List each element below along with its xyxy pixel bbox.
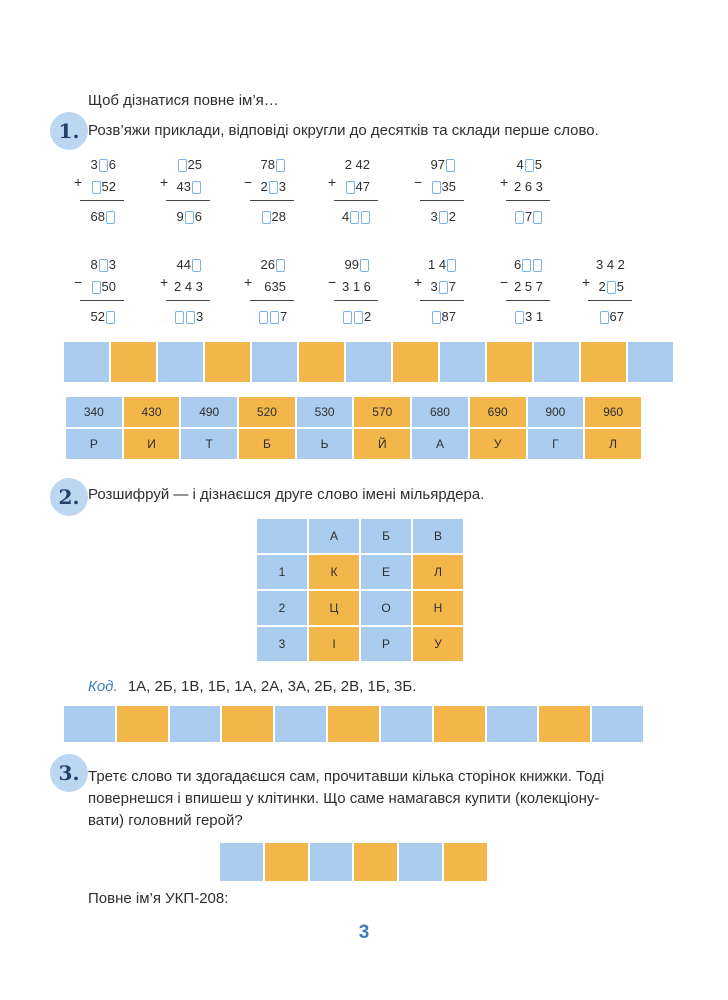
digit-box[interactable]	[92, 281, 101, 294]
decode-letter: О	[360, 590, 412, 626]
decode-header: Б	[360, 518, 412, 554]
sum-line	[250, 200, 294, 201]
answer-strip-3[interactable]	[220, 843, 487, 881]
answer-cell[interactable]	[628, 342, 673, 382]
digit-text: 5	[534, 157, 542, 172]
operand-row	[88, 256, 130, 274]
math-problem	[74, 156, 130, 228]
digit-text: 635	[264, 279, 286, 294]
digit-box[interactable]	[192, 259, 201, 272]
result-row	[428, 208, 470, 226]
digit-text: 1 4	[428, 257, 447, 272]
key-number: 490	[180, 396, 238, 428]
math-problem	[414, 256, 470, 328]
digit-box[interactable]	[525, 159, 534, 172]
sum-line	[80, 300, 124, 301]
operand-row	[88, 278, 130, 296]
sum-line	[250, 300, 294, 301]
digit-text: 52	[101, 179, 116, 194]
answer-strip-2[interactable]	[64, 706, 643, 742]
operator-sign: +	[414, 274, 423, 290]
digit-text: 68	[90, 209, 105, 224]
digit-box[interactable]	[270, 311, 279, 324]
digit-box[interactable]	[262, 211, 271, 224]
digit-text: 6	[514, 257, 522, 272]
digit-text: 8	[90, 257, 98, 272]
digit-box[interactable]	[439, 211, 448, 224]
decode-header: 2	[256, 590, 308, 626]
result-row	[258, 308, 300, 326]
digit-box[interactable]	[106, 211, 115, 224]
math-problem	[160, 256, 216, 328]
decode-header: 1	[256, 554, 308, 590]
answer-cell[interactable]	[310, 843, 355, 881]
digit-box[interactable]	[533, 211, 542, 224]
digit-box[interactable]	[361, 211, 370, 224]
digit-text: 3	[278, 179, 286, 194]
decode-letter: Н	[412, 590, 464, 626]
operator-sign: −	[328, 274, 337, 290]
digit-box[interactable]	[276, 259, 285, 272]
answer-cell[interactable]	[444, 843, 487, 881]
digit-text: 52	[90, 309, 105, 324]
result-row	[88, 208, 130, 226]
digit-box[interactable]	[354, 311, 363, 324]
digit-box[interactable]	[533, 259, 542, 272]
result-row	[258, 208, 300, 226]
task-3-text	[88, 766, 604, 832]
digit-text: 3	[430, 279, 438, 294]
digit-text: 7	[448, 279, 456, 294]
sum-line	[420, 200, 464, 201]
digit-box[interactable]	[515, 211, 524, 224]
math-problem	[160, 156, 216, 228]
digit-text: 2 42	[344, 157, 370, 172]
digit-box[interactable]	[607, 281, 616, 294]
operand-row	[88, 156, 130, 174]
math-problem	[244, 256, 300, 328]
answer-cell[interactable]	[399, 843, 444, 881]
digit-text: 25	[187, 157, 202, 172]
result-row	[88, 308, 130, 326]
digit-text: 2	[448, 209, 456, 224]
key-letter: Р	[65, 428, 123, 460]
operand-row	[342, 256, 384, 274]
operand-row	[428, 178, 470, 196]
digit-box[interactable]	[99, 259, 108, 272]
decode-letter: І	[308, 626, 360, 662]
code-label: Код.	[88, 678, 118, 695]
result-row	[514, 208, 556, 226]
result-row	[342, 208, 384, 226]
digit-text: 3	[90, 157, 98, 172]
digit-text: 7	[525, 209, 533, 224]
code-value: 1А, 2Б, 1В, 1Б, 1А, 2А, 3А, 2Б, 2В, 1Б, 3Б.	[127, 678, 417, 695]
answer-cell[interactable]	[220, 843, 265, 881]
digit-box[interactable]	[439, 281, 448, 294]
decode-letter: Ц	[308, 590, 360, 626]
digit-box[interactable]	[515, 311, 524, 324]
digit-box[interactable]	[99, 159, 108, 172]
digit-text: 6	[194, 209, 202, 224]
answer-cell[interactable]	[393, 342, 440, 382]
digit-box[interactable]	[600, 311, 609, 324]
digit-text: 2 5 7	[514, 279, 543, 294]
math-problem	[244, 156, 300, 228]
answer-cell[interactable]	[534, 342, 581, 382]
decode-letter: К	[308, 554, 360, 590]
digit-box[interactable]	[192, 181, 201, 194]
sum-line	[334, 200, 378, 201]
digit-text: 2 4 3	[174, 279, 203, 294]
digit-box[interactable]	[106, 311, 115, 324]
digit-box[interactable]	[92, 181, 101, 194]
digit-box[interactable]	[185, 211, 194, 224]
key-letter: А	[411, 428, 469, 460]
operand-row	[514, 278, 556, 296]
digit-text: 43	[176, 179, 191, 194]
digit-box[interactable]	[446, 159, 455, 172]
digit-text: 7	[280, 309, 288, 324]
operator-sign: −	[244, 174, 253, 190]
operand-row	[342, 156, 384, 174]
digit-text: 3	[196, 309, 204, 324]
digit-box[interactable]	[178, 159, 187, 172]
key-number: 530	[296, 396, 354, 428]
digit-text: 3	[108, 257, 116, 272]
result-row	[174, 308, 216, 326]
digit-text: 3 1 6	[342, 279, 371, 294]
key-letter: Г	[527, 428, 585, 460]
operator-sign: +	[160, 174, 169, 190]
digit-text: 9	[176, 209, 184, 224]
answer-cell[interactable]	[265, 843, 310, 881]
task-3-line-2: повернешся і впишеш у клітинки. Що саме намагався купити (колекціону-	[88, 790, 600, 807]
digit-text: 35	[441, 179, 456, 194]
operand-row	[514, 156, 556, 174]
sum-line	[506, 200, 550, 201]
answer-strip-1[interactable]	[64, 342, 673, 382]
digit-box[interactable]	[432, 311, 441, 324]
digit-box[interactable]	[346, 181, 355, 194]
digit-text: 6	[108, 157, 116, 172]
key-number: 960	[584, 396, 642, 428]
answer-cell[interactable]	[346, 342, 393, 382]
key-number: 690	[469, 396, 527, 428]
digit-text: 67	[609, 309, 624, 324]
operand-row	[88, 178, 130, 196]
answer-cell[interactable]	[170, 706, 223, 742]
operand-row	[514, 178, 556, 196]
key-number: 520	[238, 396, 296, 428]
digit-box[interactable]	[343, 311, 352, 324]
digit-text: 4	[342, 209, 350, 224]
decode-header	[256, 518, 308, 554]
digit-text: 5	[616, 279, 624, 294]
answer-cell[interactable]	[299, 342, 346, 382]
key-letter: Л	[584, 428, 642, 460]
digit-text: 87	[441, 309, 456, 324]
operator-sign: +	[328, 174, 337, 190]
operand-row	[174, 278, 216, 296]
operator-sign: +	[244, 274, 253, 290]
result-row	[428, 308, 470, 326]
digit-text: 4	[516, 157, 524, 172]
answer-cell[interactable]	[158, 342, 205, 382]
key-number: 680	[411, 396, 469, 428]
digit-box[interactable]	[186, 311, 195, 324]
answer-cell[interactable]	[381, 706, 434, 742]
answer-cell[interactable]	[328, 706, 381, 742]
operator-sign: +	[500, 174, 509, 190]
digit-box[interactable]	[522, 259, 531, 272]
operand-row	[174, 156, 216, 174]
answer-cell[interactable]	[205, 342, 252, 382]
key-letter: Б	[238, 428, 296, 460]
digit-text: 26	[260, 257, 275, 272]
operand-row	[174, 256, 216, 274]
answer-cell[interactable]	[64, 706, 117, 742]
operator-sign: −	[500, 274, 509, 290]
operand-row	[596, 256, 638, 274]
answer-cell[interactable]	[581, 342, 628, 382]
digit-text: 3 4 2	[596, 257, 625, 272]
math-problem	[500, 256, 556, 328]
digit-text: 2	[598, 279, 606, 294]
operand-row	[258, 278, 300, 296]
math-problem	[414, 156, 470, 228]
page-number: 3	[358, 922, 370, 943]
operand-row	[514, 256, 556, 274]
task-3-line-1: Третє слово ти здогадаєшся сам, прочитавши кілька сторінок книжки. Тоді	[88, 768, 605, 785]
decode-header: 3	[256, 626, 308, 662]
answer-cell[interactable]	[539, 706, 592, 742]
task-2-number: 2.	[50, 478, 88, 516]
sum-line	[80, 200, 124, 201]
operand-row	[428, 256, 470, 274]
task-3-number: 3.	[50, 754, 88, 792]
operator-sign: +	[582, 274, 591, 290]
answer-cell[interactable]	[64, 342, 111, 382]
task-2-text: Розшифруй — і дізнаєшся друге слово імені мільярдера.	[88, 486, 485, 503]
operator-sign: +	[74, 174, 83, 190]
decode-letter: Р	[360, 626, 412, 662]
result-row	[514, 308, 556, 326]
math-problem	[582, 256, 638, 328]
key-number: 900	[527, 396, 585, 428]
sum-line	[588, 300, 632, 301]
sum-line	[166, 200, 210, 201]
operand-row	[596, 278, 638, 296]
result-row	[174, 208, 216, 226]
math-problem	[74, 256, 130, 328]
digit-text: 28	[271, 209, 286, 224]
intro-text: Щоб дізнатися повне ім’я…	[88, 92, 279, 109]
operator-sign: +	[160, 274, 169, 290]
operator-sign: −	[74, 274, 83, 290]
operand-row	[174, 178, 216, 196]
math-problem	[328, 156, 384, 228]
key-letter: У	[469, 428, 527, 460]
digit-box[interactable]	[360, 259, 369, 272]
digit-text: 50	[101, 279, 116, 294]
answer-cell[interactable]	[275, 706, 328, 742]
digit-text: 47	[355, 179, 370, 194]
operator-sign: −	[414, 174, 423, 190]
decode-header: А	[308, 518, 360, 554]
digit-text: 44	[176, 257, 191, 272]
answer-cell[interactable]	[487, 342, 534, 382]
digit-box[interactable]	[259, 311, 268, 324]
math-problem	[328, 256, 384, 328]
answer-cell[interactable]	[440, 342, 487, 382]
sum-line	[506, 300, 550, 301]
answer-cell[interactable]	[111, 342, 158, 382]
operand-row	[258, 156, 300, 174]
answer-cell[interactable]	[117, 706, 170, 742]
decode-table	[255, 517, 465, 663]
digit-box[interactable]	[432, 181, 441, 194]
decode-letter: Е	[360, 554, 412, 590]
digit-text: 97	[430, 157, 445, 172]
digit-text: 78	[260, 157, 275, 172]
digit-text: 2	[364, 309, 372, 324]
result-row	[342, 308, 384, 326]
decode-letter: Л	[412, 554, 464, 590]
digit-text: 3	[430, 209, 438, 224]
result-row	[596, 308, 638, 326]
sum-line	[334, 300, 378, 301]
key-letter: Ь	[296, 428, 354, 460]
answer-cell[interactable]	[434, 706, 487, 742]
digit-box[interactable]	[175, 311, 184, 324]
operand-row	[428, 156, 470, 174]
key-number: 570	[353, 396, 411, 428]
answer-cell[interactable]	[222, 706, 275, 742]
task-1-text: Розв’яжи приклади, відповіді округли до десятків та склади перше слово.	[88, 122, 599, 139]
digit-box[interactable]	[276, 159, 285, 172]
digit-text: 99	[344, 257, 359, 272]
key-letter: Т	[180, 428, 238, 460]
answer-cell[interactable]	[252, 342, 299, 382]
digit-text: 2 6 3	[514, 179, 543, 194]
task-3-line-3: вати) головний герой?	[88, 812, 243, 829]
answer-cell[interactable]	[592, 706, 643, 742]
operand-row	[428, 278, 470, 296]
math-problem	[500, 156, 556, 228]
digit-text: 2	[260, 179, 268, 194]
key-letter: Й	[353, 428, 411, 460]
decode-letter: У	[412, 626, 464, 662]
key-letter: И	[123, 428, 181, 460]
key-table	[64, 395, 643, 461]
key-number: 430	[123, 396, 181, 428]
full-name-label: Повне ім’я УКП-208:	[88, 890, 229, 907]
sum-line	[420, 300, 464, 301]
answer-cell[interactable]	[487, 706, 540, 742]
decode-header: В	[412, 518, 464, 554]
operand-row	[258, 256, 300, 274]
operand-row	[258, 178, 300, 196]
digit-box[interactable]	[350, 211, 359, 224]
digit-box[interactable]	[269, 181, 278, 194]
task-1-number: 1.	[50, 112, 88, 150]
operand-row	[342, 278, 384, 296]
operand-row	[342, 178, 384, 196]
sum-line	[166, 300, 210, 301]
code-line	[88, 678, 416, 695]
answer-cell[interactable]	[354, 843, 399, 881]
key-number: 340	[65, 396, 123, 428]
digit-text: 3 1	[525, 309, 544, 324]
digit-box[interactable]	[447, 259, 456, 272]
